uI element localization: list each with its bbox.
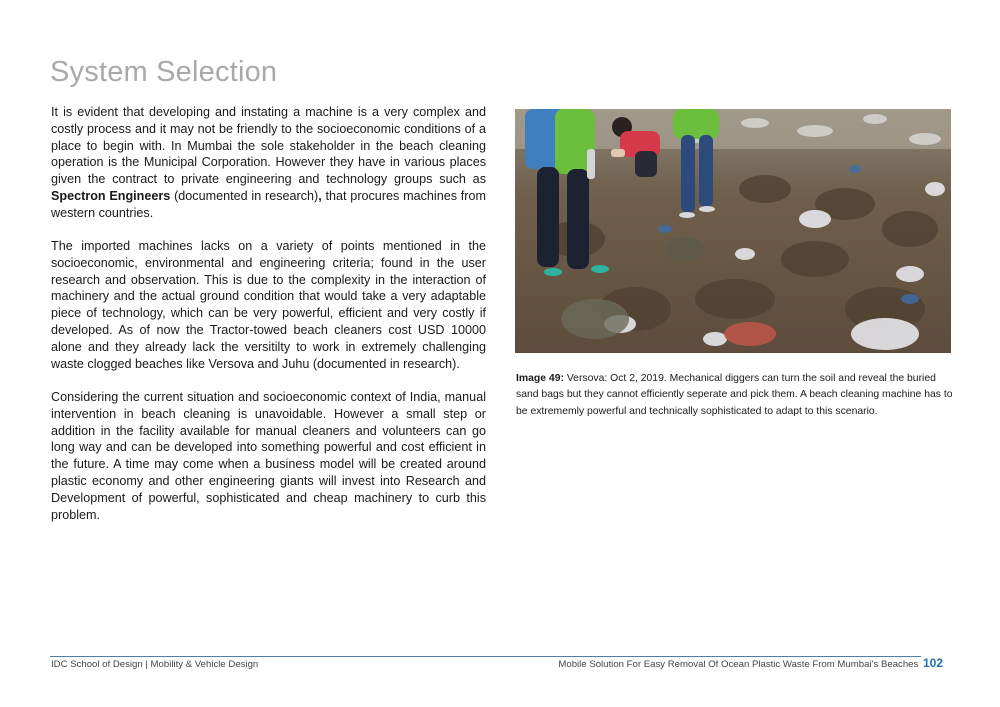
paragraph-1-comma: , bbox=[318, 188, 322, 203]
caption-text: Versova: Oct 2, 2019. Mechanical diggers can turn the soil and reveal the buried sand bags but they cannot efficiently seperate and pick them. A beach cleaning machine has to be extrememly powerful and technically sophisticated to adapt to this scenario. bbox=[516, 373, 953, 417]
image-caption bbox=[516, 371, 956, 420]
paragraph-2: The imported machines lacks on a variety of points mentioned in the socioeconomic, environmental and engineering criteria; found in the user research and observation. This is due to the complexity in the interaction of machinery and the actual ground condition that would take a very adaptable piece of technology, which can be very powerful, efficient and very costly if developed. As of now the Tractor-towed beach cleaners cost USD 10000 alone and they already lack the versitilty to work in extremely challenging waste clogged beaches like Versova and Juhu (documented in research). bbox=[51, 239, 486, 371]
paragraph-1-text-b: (documented in research) bbox=[170, 188, 319, 203]
company-name: Spectron Engineers bbox=[51, 188, 171, 203]
page-title: System Selection bbox=[50, 56, 278, 88]
paragraph-3: Considering the current situation and socioeconomic context of India, manual intervention in beach cleaning is unavoidable. However a small step or addition in the facility available for manual cleaners and volunteers can go long way and can be developed into something powerful and cost efficient in the future. A time may come when a business model will be created around plastic economy and other engineering giants will invest into Research and Development of powerful, sophisticated and cheap machinery to curb this problem. bbox=[51, 389, 486, 522]
paragraph-1 bbox=[51, 104, 486, 222]
paragraph-1-text-a: It is evident that developing and instating a machine is a very complex and costly process and it may not be friendly to the socioeconomic conditions of a place to begin with. In Mumbai the sole stakeholder in the beach cleaning operation is the Municipal Corporation. However they have in various places given the contract to private engineering and technology groups such as bbox=[51, 105, 486, 187]
beach-cleanup-photo bbox=[515, 109, 951, 353]
footer-project-name: Mobile Solution For Easy Removal Of Ocean Plastic Waste From Mumbai’s Beaches bbox=[558, 659, 919, 670]
caption-label: Image 49: bbox=[516, 373, 564, 384]
footer-project-title bbox=[558, 656, 943, 670]
paragraph-1-text-c: that procures machines from western countries. bbox=[51, 188, 486, 220]
body-text bbox=[51, 104, 486, 540]
footer-institution: IDC School of Design | Mobility & Vehicle Design bbox=[51, 659, 259, 670]
page-number: 102 bbox=[922, 656, 943, 670]
